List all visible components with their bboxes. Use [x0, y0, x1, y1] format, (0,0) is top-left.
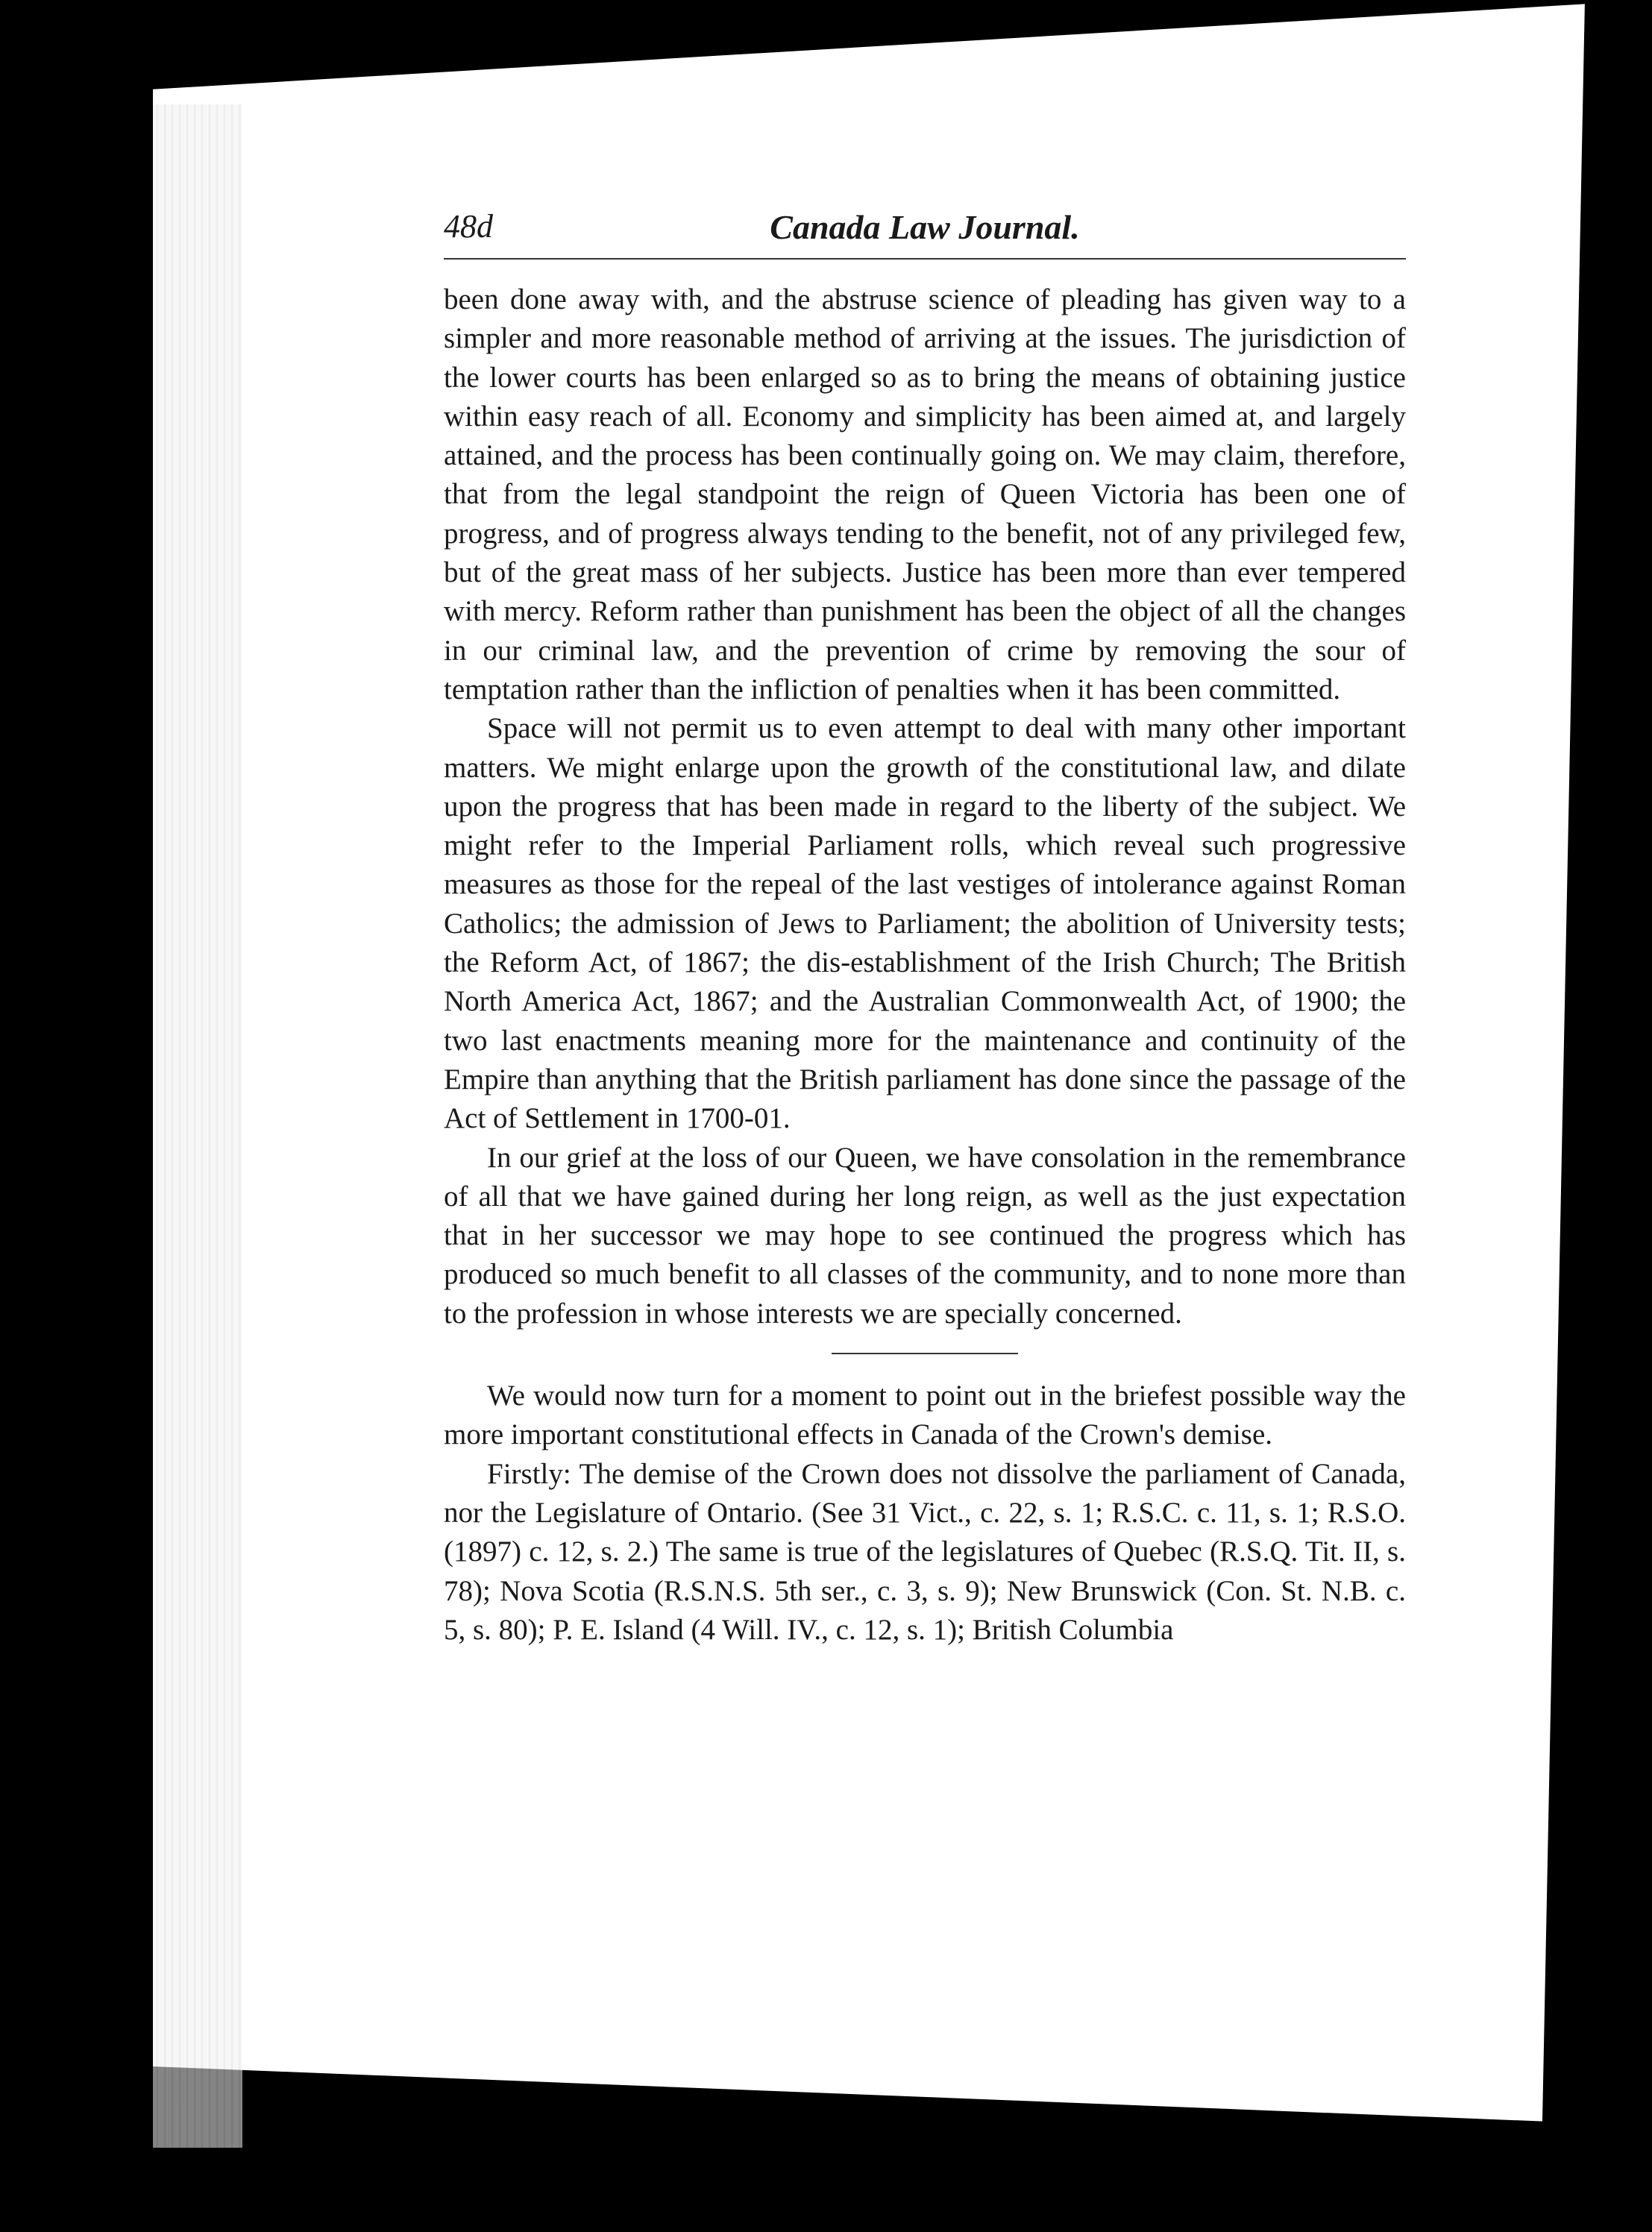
paragraph-1: been done away with, and the abstruse science of pleading has given way to a simpler and more reasonable method of arriving at the issues. The jurisdiction of the lower courts has been enlarged so as to bring the means of obtaining justice within easy reach of all. Economy and simplicity has been aimed at, and largely attained, and the process has been continually going on. We may claim, therefore, that from the legal standpoint the reign of Queen Victoria has been one of progress, and of progress always tending to the benefit, not of any privileged few, but of the great mass of her subjects. Justice has been more than ever tempered with mercy. Reform rather than punishment has been the object of all the changes in our criminal law, and the prevention of crime by removing the sour of temptation rather than the infliction of penalties when it has been committed.: [444, 283, 1406, 705]
scan-border-right: [1540, 0, 1652, 2232]
page-content: [444, 201, 1406, 1650]
scan-border-left: [0, 0, 153, 2232]
paragraph-4: We would now turn for a moment to point out in the briefest possible way the more important constitutional effects in Canada of the Crown's demise.: [444, 1380, 1406, 1451]
page-number: 48d: [444, 208, 493, 245]
running-head: [444, 201, 1406, 254]
paragraph-2: Space will not permit us to even attempt to deal with many other important matters. We might enlarge upon the growth of the constitutional law, and dilate upon the progress that has been made in regard to the liberty of the subject. We might refer to the Imperial Parliament rolls, which reveal such progressive measures as those for the repeal of the last vestiges of intolerance against Roman Catholics; the admission of Jews to Parliament; the abolition of University tests; the Reform Act, of 1867; the dis-establishment of the Irish Church; The British North America Act, 1867; and the Australian Commonwealth Act, of 1900; the two last enactments meaning more for the maintenance and continuity of the Empire than anything that the British parliament has done since the passage of the Act of Settlement in 1700-01.: [444, 712, 1406, 1135]
journal-title: Canada Law Journal.: [770, 208, 1080, 246]
scan-border-bottom: [0, 2060, 1652, 2232]
scan-border-top: [0, 0, 1652, 98]
book-spine-shadow: [153, 104, 242, 2148]
section-divider: [832, 1353, 1018, 1354]
paragraph-3: In our grief at the loss of our Queen, we have consolation in the remembrance of all that we have gained during her long reign, as well as the just expectation that in her successor we may hope to see continued the progress which has produced so much benefit to all classes of the community, and to none more than to the profession in whose interests we are specially concerned.: [444, 1141, 1406, 1330]
header-rule: [444, 258, 1406, 260]
paragraph-5: Firstly: The demise of the Crown does not dissolve the parliament of Canada, nor the Legislature of Ontario. (See 31 Vict., c. 22, s. 1; R.S.C. c. 11, s. 1; R.S.O. (1897) c. 12, s. 2.) The same is true of the legislatures of Quebec (R.S.Q. Tit. II, s. 78); Nova Scotia (R.S.N.S. 5th ser., c. 3, s. 9); New Brunswick (Con. St. N.B. c. 5, s. 80); P. E. Island (4 Will. IV., c. 12, s. 1); British Columbia: [444, 1457, 1406, 1646]
